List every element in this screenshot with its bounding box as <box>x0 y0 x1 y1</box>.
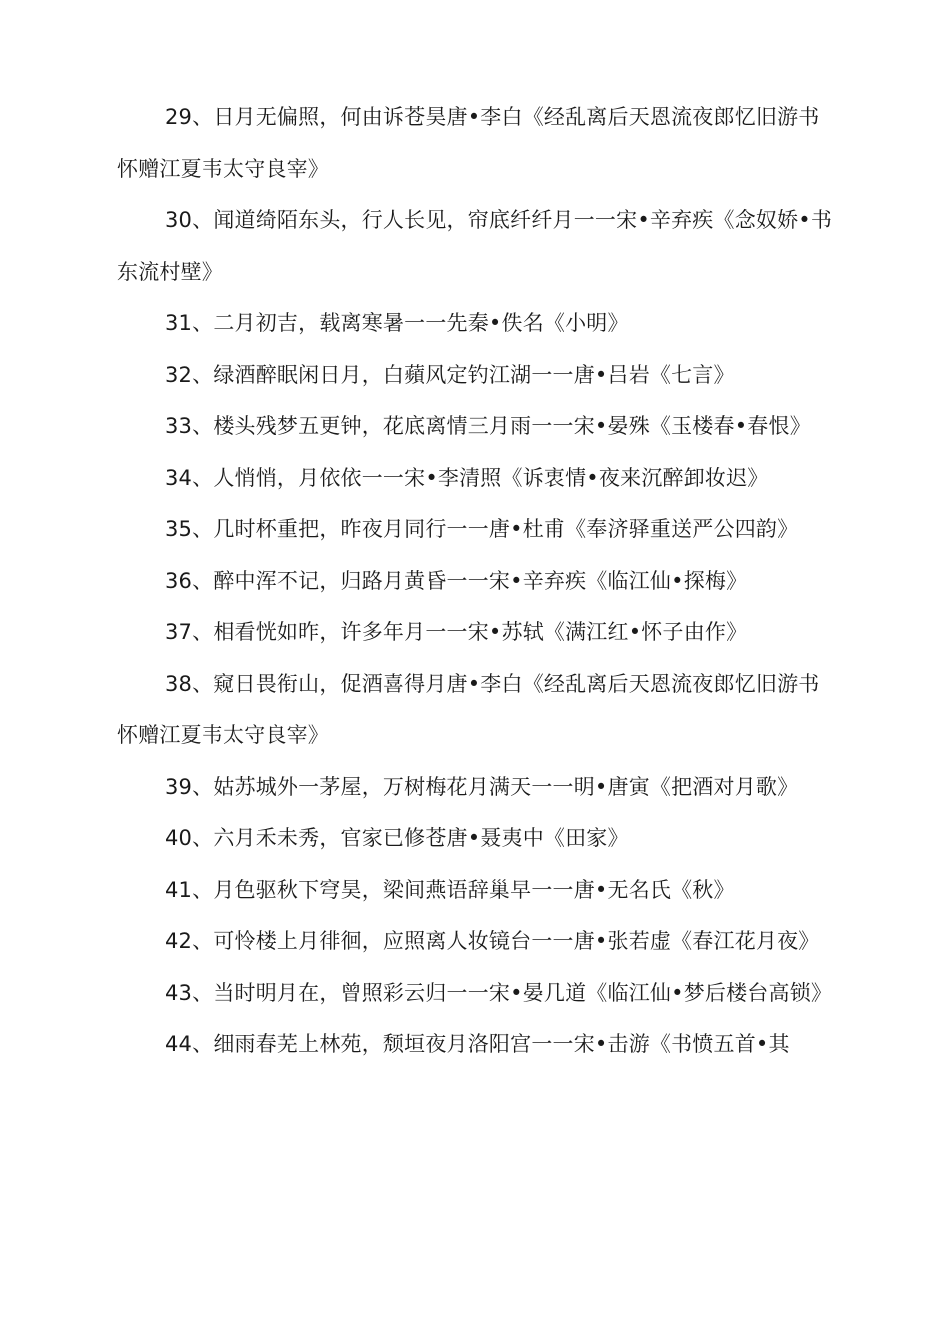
quote-entry-38: 38、窥日畏衔山，促酒喜得月唐•李白《经乱离后天恩流夜郎忆旧游书怀赠江夏韦太守良宰》 <box>117 671 820 747</box>
quote-entry-32: 32、绿酒醉眠闲日月，白蘋风定钓江湖一一唐•吕岩《七言》 <box>165 362 735 387</box>
quote-entry-39: 39、姑苏城外一茅屋，万树梅花月满天一一明•唐寅《把酒对月歌》 <box>165 774 799 799</box>
quote-entry-44: 44、细雨春芜上林苑，颓垣夜月洛阳宫一一宋•击游《书愤五首•其 <box>165 1032 790 1056</box>
poem-quote-list <box>117 92 837 1071</box>
quote-entry-31: 31、二月初吉，载离寒暑一一先秦•佚名《小明》 <box>165 311 629 335</box>
quote-entry-29: 29、日月无偏照，何由诉苍昊唐•李白《经乱离后天恩流夜郎忆旧游书怀赠江夏韦太守良宰》 <box>117 105 820 181</box>
quote-entry-36: 36、醉中浑不记，归路月黄昏一一宋•辛弃疾《临江仙•探梅》 <box>165 568 748 593</box>
quote-entry-30: 30、闻道绮陌东头，行人长见，帘底纤纤月一一宋•辛弃疾《念奴娇•书东流村壁》 <box>117 208 833 284</box>
quote-entry-35: 35、几时杯重把，昨夜月同行一一唐•杜甫《奉济驿重送严公四韵》 <box>165 517 799 541</box>
quote-entry-42: 42、可怜楼上月徘徊，应照离人妆镜台一一唐•张若虚《春江花月夜》 <box>165 929 820 953</box>
quote-entry-37: 37、相看恍如昨，许多年月一一宋•苏轼《满江红•怀子由作》 <box>165 620 748 644</box>
quote-entry-34: 34、人悄悄，月依依一一宋•李清照《诉衷情•夜来沉醉卸妆迟》 <box>165 465 769 490</box>
quote-entry-40: 40、六月禾未秀，官家已修苍唐•聂夷中《田家》 <box>165 826 629 850</box>
quote-entry-33: 33、楼头残梦五更钟，花底离情三月雨一一宋•晏殊《玉楼春•春恨》 <box>165 414 811 438</box>
quote-entry-41: 41、月色驱秋下穹昊，梁间燕语辞巢早一一唐•无名氏《秋》 <box>165 877 735 902</box>
quote-entry-43: 43、当时明月在，曾照彩云归一一宋•晏几道《临江仙•梦后楼台高锁》 <box>165 980 833 1005</box>
